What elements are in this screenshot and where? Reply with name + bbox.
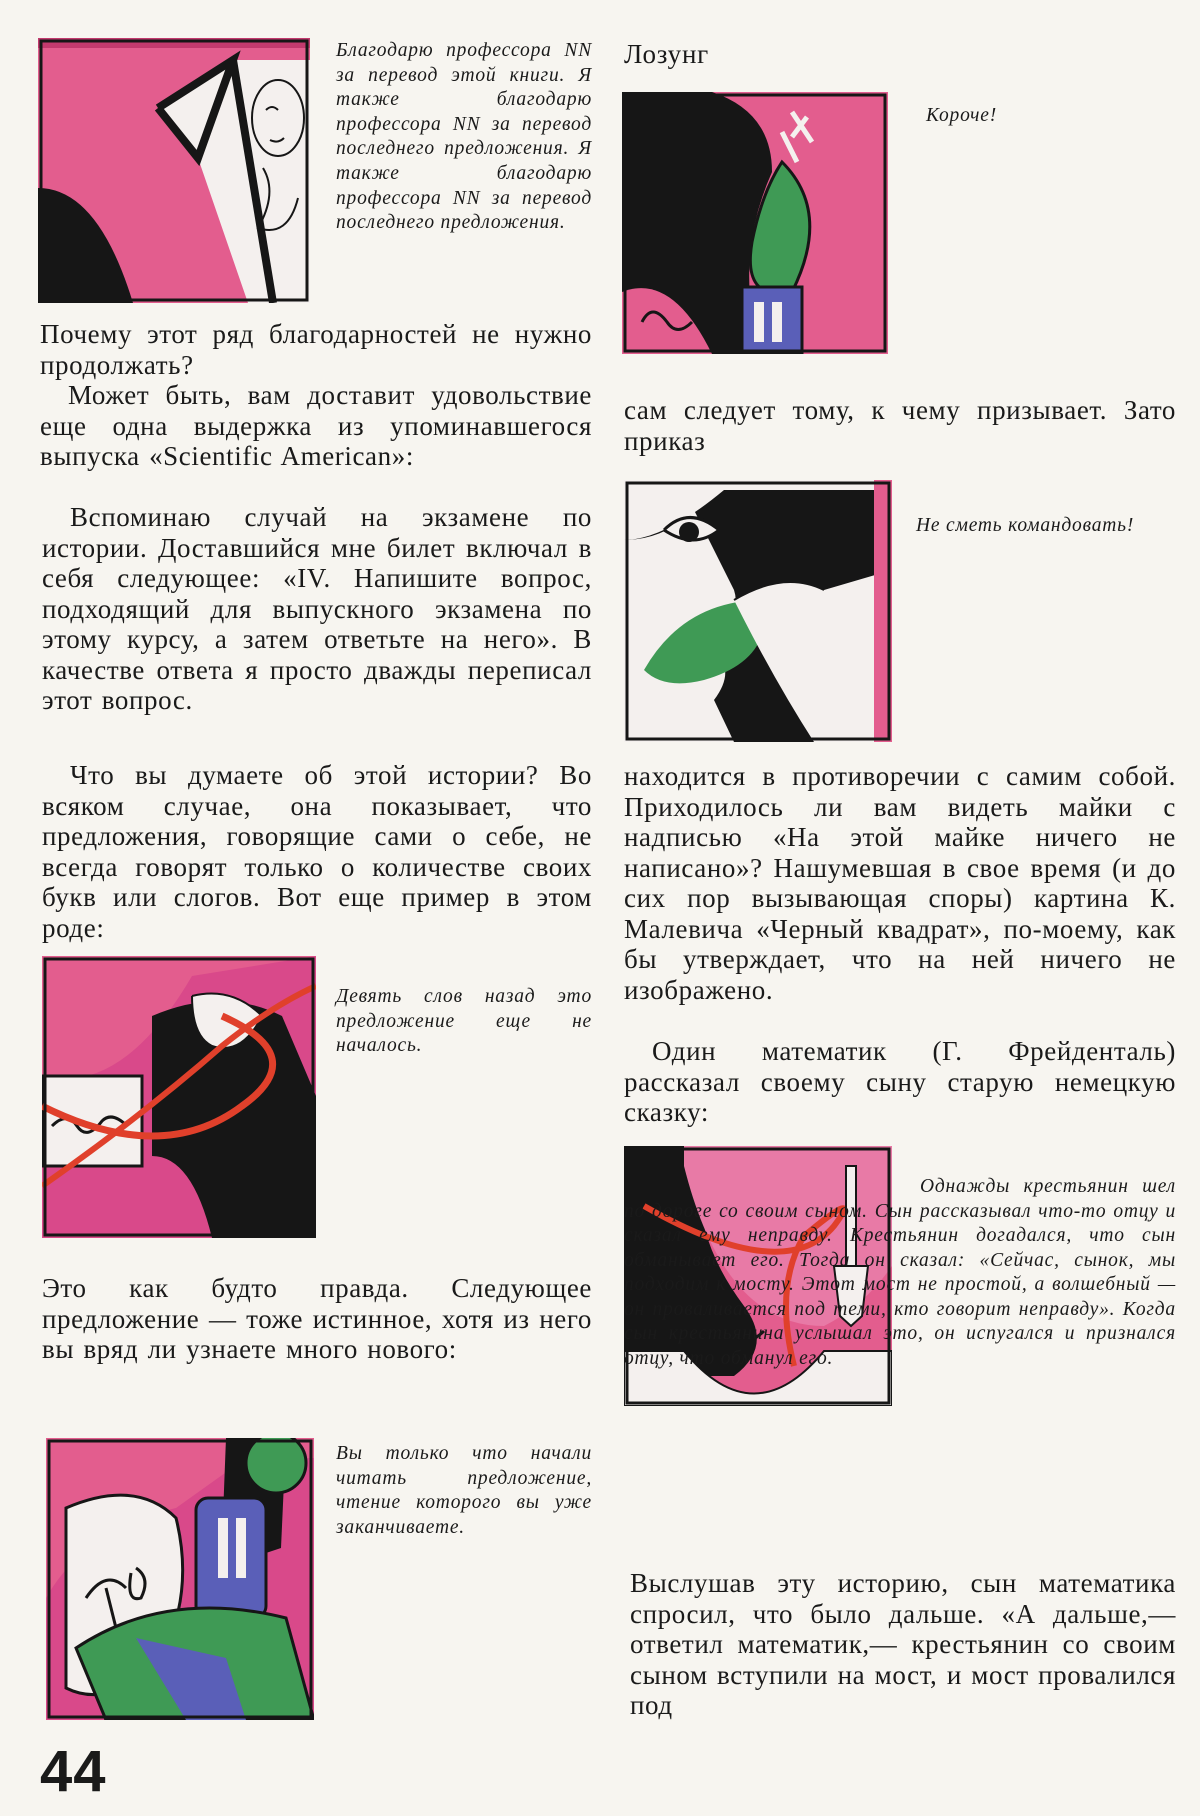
caption-reading: Вы только что начали читать предложение, чтение которого вы уже заканчиваете. — [336, 1443, 592, 1538]
heading-slogan: Лозунг — [624, 39, 710, 69]
caption-fairy-tale: Однажды крестьянин шел по дороге со своим сыном. Сын рассказывал что-то отцу и сказал ему неправду. Крестьянин догадался, что сын обманывает его. Тогда он сказал: «Сейчас, сынок, мы подходим к мосту. Этот мост не простой, а волшебный — он проваливается под теми, кто говорит неправду». Когда сын крестьянина услышал это, он испугался и признался отцу, что обманул его. — [624, 1176, 1176, 1369]
paragraph-slogan-follows: сам следует тому, к чему призывает. Зато приказ — [624, 395, 1176, 456]
quote-exam-story-text: Вспоминаю случай на экзамене по истории. Доставшийся мне билет включал в себя следующее: «IV. Напишите вопрос, подходящий для выпускного экзамена по этому курсу, а затем ответьте на него». В качестве ответа я просто дважды переписал этот вопрос. — [42, 502, 592, 715]
caption-shorter: Короче! — [926, 105, 998, 126]
quote-exam-story — [42, 502, 592, 716]
paragraph-what-next: Выслушав эту историю, сын математика спросил, что было дальше. «А дальше,— ответил математик,— крестьянин со своим сыном вступили на мост, и мост провалился под — [630, 1568, 1176, 1720]
caption-nine-words: Девять слов назад это предложение еще не началось. — [336, 986, 592, 1057]
paragraph-mathematician — [624, 1036, 1176, 1128]
paragraph-mathematician-text: Один математик (Г. Фрейденталь) рассказал своему сыну старую немецкую сказку: — [624, 1036, 1176, 1127]
illustration-reading — [46, 1438, 314, 1720]
paragraph-another-excerpt — [40, 380, 592, 472]
illustration-slogan — [622, 92, 888, 354]
paragraph-story-comment — [42, 760, 592, 943]
paragraph-contradiction: находится в противоречии с самим собой. Приходилось ли вам видеть майки с надписью «На этой майке ничего не написано»? Нашумевшая в свое время (и до сих пор вызывающая споры) картина К. Малевича «Черный квадрат», по-моему, как бы утверждает, что на ней ничего не изображено. — [624, 761, 1176, 1005]
caption-thanks: Благодарю профессора NN за перевод этой книги. Я также благодарю профессора NN за перевод последнего предложения. Я также благодарю профессора NN за перевод последнего предложения. — [336, 40, 592, 234]
illustration-nine-words — [42, 956, 316, 1238]
paragraph-another-excerpt-text: Может быть, вам доставит удовольствие еще одна выдержка из упоминавшегося выпуска «Scientific American»: — [40, 380, 592, 471]
caption-no-commanding: Не сметь командовать! — [916, 515, 1135, 536]
illustration-thanks — [38, 38, 310, 303]
page-number: 44 — [40, 1739, 107, 1804]
paragraph-continue-question: Почему этот ряд благодарностей не нужно продолжать? — [40, 319, 592, 380]
illustration-order — [624, 480, 892, 742]
paragraph-story-comment-text: Что вы думаете об этой истории? Во всяком случае, она показывает, что предложения, говорящие сами о себе, не всегда говорят только о количестве своих букв или слогов. Вот еще пример в этом роде: — [42, 760, 592, 943]
paragraph-next-sentence: Это как будто правда. Следующее предложение — тоже истинное, хотя из него вы вряд ли узнаете много нового: — [42, 1273, 592, 1364]
